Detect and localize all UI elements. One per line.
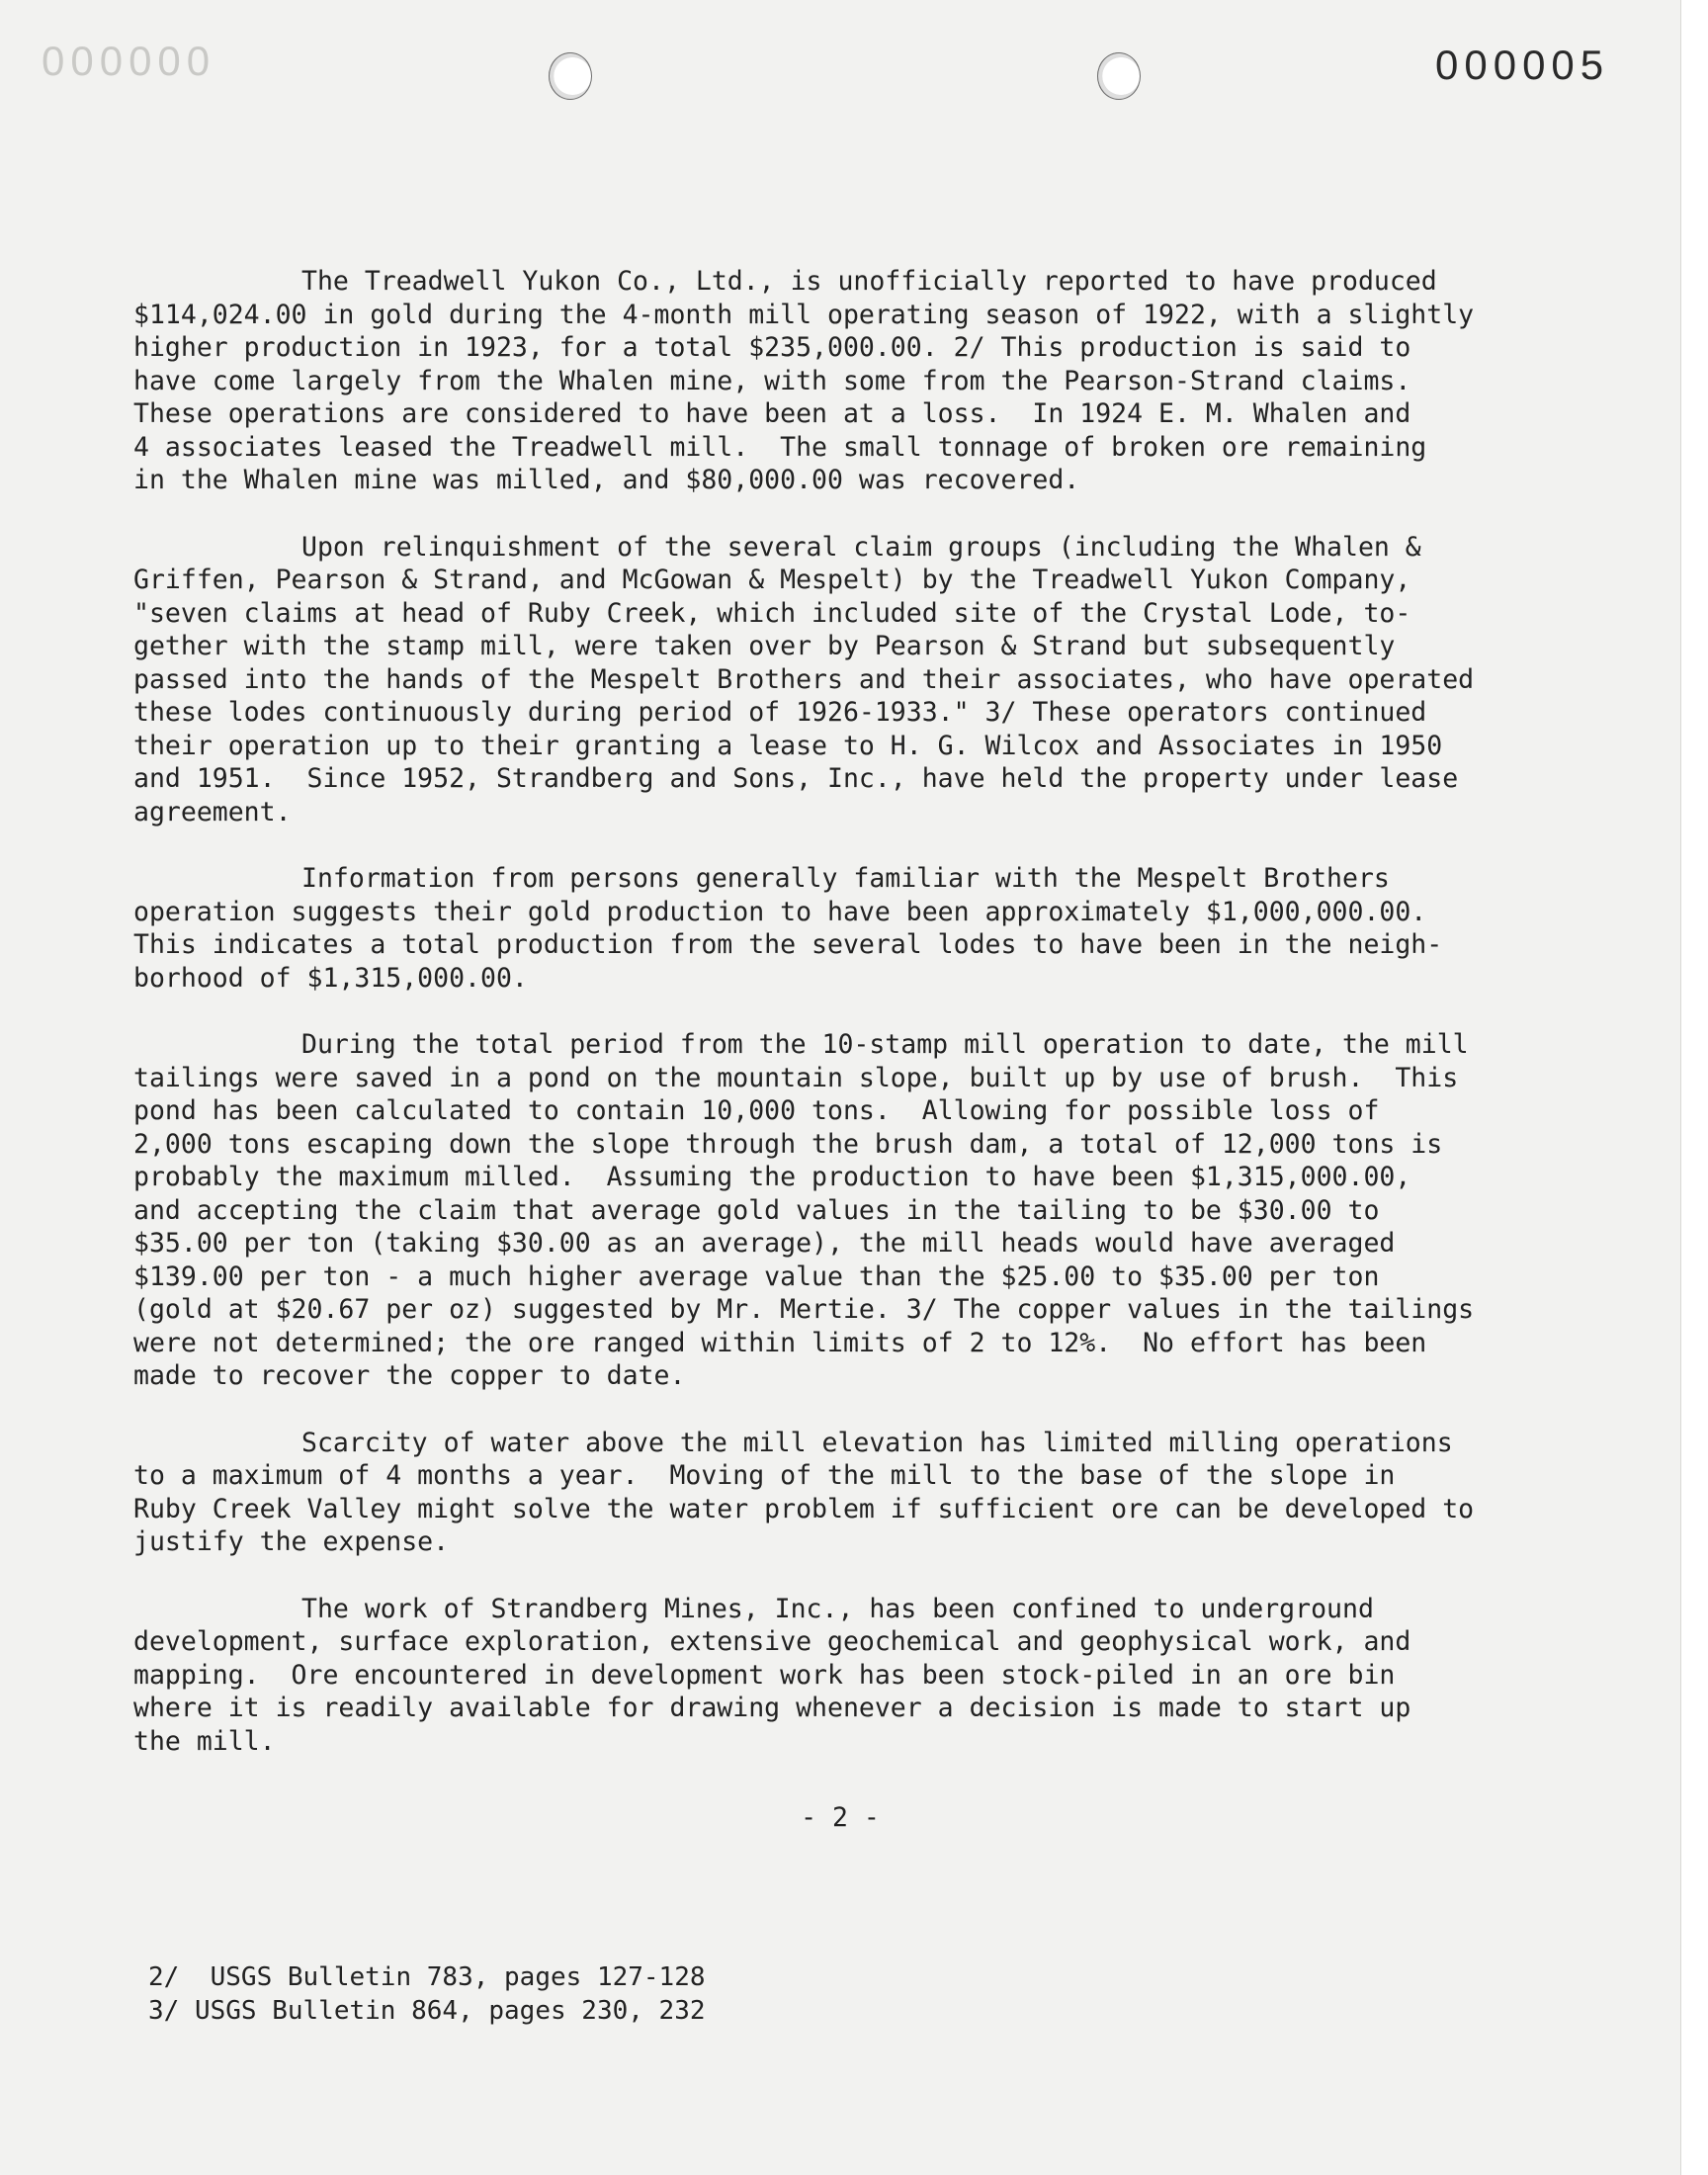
text-line: Scarcity of water above the mill elevation has limited milling operations	[301, 1427, 1453, 1458]
footnote-3: 3/ USGS Bulletin 864, pages 230, 232	[148, 1996, 706, 2026]
text-line: have come largely from the Whalen mine, with some from the Pearson-Strand claims.	[133, 365, 1411, 396]
text-line: 4 associates leased the Treadwell mill. The small tonnage of broken ore remaining	[133, 431, 1427, 463]
text-line: This indicates a total production from the several lodes to have been in the neigh-	[133, 929, 1443, 960]
punch-hole-left	[549, 52, 592, 100]
paragraph-4	[133, 1028, 1577, 1393]
text-line: The work of Strandberg Mines, Inc., has been confined to underground	[301, 1593, 1374, 1624]
paragraph-3	[133, 862, 1577, 995]
footnotes	[148, 1960, 706, 2028]
text-line: pond has been calculated to contain 10,000 tons. Allowing for possible loss of	[133, 1095, 1380, 1126]
text-line: (gold at $20.67 per oz) suggested by Mr. Mertie. 3/ The copper values in the tailings	[133, 1294, 1475, 1325]
text-line: 2,000 tons escaping down the slope through the brush dam, a total of 12,000 tons is	[133, 1128, 1443, 1160]
text-line: gether with the stamp mill, were taken over by Pearson & Strand but subsequently	[133, 631, 1396, 661]
paragraph-2	[133, 531, 1577, 829]
text-line: These operations are considered to have been at a loss. In 1924 E. M. Whalen and	[133, 398, 1411, 429]
text-line: Ruby Creek Valley might solve the water problem if sufficient ore can be developed to	[133, 1493, 1475, 1524]
text-line: development, surface exploration, extensive geochemical and geophysical work, and	[133, 1626, 1411, 1657]
text-line: borhood of $1,315,000.00.	[133, 962, 528, 994]
text-line: these lodes continuously during period of 1926-1933." 3/ These operators continued	[133, 697, 1427, 728]
footnote-2: 2/ USGS Bulletin 783, pages 127-128	[148, 1962, 706, 1992]
text-line: mapping. Ore encountered in development work has been stock-piled in an ore bin	[133, 1659, 1396, 1691]
text-line: to a maximum of 4 months a year. Moving of the mill to the base of the slope in	[133, 1460, 1396, 1491]
text-line: tailings were saved in a pond on the mountain slope, built up by use of brush. This	[133, 1062, 1459, 1093]
text-line: higher production in 1923, for a total $235,000.00. 2/ This production is said to	[133, 332, 1411, 363]
text-line: and 1951. Since 1952, Strandberg and Sons, Inc., have held the property under lease	[133, 763, 1459, 794]
text-line: and accepting the claim that average gold values in the tailing to be $30.00 to	[133, 1194, 1380, 1226]
text-line: During the total period from the 10-stamp mill operation to date, the mill	[301, 1029, 1469, 1060]
text-line: passed into the hands of the Mespelt Brothers and their associates, who have operated	[133, 663, 1475, 695]
text-line: their operation up to their granting a lease to H. G. Wilcox and Associates in 1950	[133, 730, 1443, 761]
body-text	[133, 265, 1577, 1791]
paragraph-6	[133, 1593, 1577, 1759]
faint-bleedthrough-number: 000000	[42, 38, 216, 84]
text-line: "seven claims at head of Ruby Creek, which included site of the Crystal Lode, to-	[133, 597, 1411, 629]
text-line: made to recover the copper to date.	[133, 1360, 686, 1391]
text-line: $35.00 per ton (taking $30.00 as an average), the mill heads would have averaged	[133, 1228, 1396, 1259]
text-line: operation suggests their gold production to have been approximately $1,000,000.00.	[133, 896, 1427, 927]
paragraph-5	[133, 1427, 1577, 1559]
page-stamp-number: 000005	[1435, 42, 1610, 88]
text-line: Griffen, Pearson & Strand, and McGowan & Mespelt) by the Treadwell Yukon Company,	[133, 565, 1411, 595]
page-label: - 2 -	[801, 1802, 880, 1833]
text-line: probably the maximum milled. Assuming the production to have been $1,315,000.00,	[133, 1162, 1411, 1192]
text-line: Information from persons generally familiar with the Mespelt Brothers	[301, 863, 1390, 894]
punch-hole-right	[1097, 52, 1141, 100]
text-line: The Treadwell Yukon Co., Ltd., is unofficially reported to have produced	[301, 266, 1437, 297]
text-line: Upon relinquishment of the several claim groups (including the Whalen &	[301, 531, 1421, 563]
text-line: $114,024.00 in gold during the 4-month mill operating season of 1922, with a slightly	[133, 299, 1475, 330]
text-line: were not determined; the ore ranged within limits of 2 to 12%. No effort has been	[133, 1327, 1427, 1358]
text-line: in the Whalen mine was milled, and $80,000.00 was recovered.	[133, 465, 1080, 495]
paragraph-1	[133, 265, 1577, 497]
text-line: justify the expense.	[133, 1526, 450, 1557]
text-line: agreement.	[133, 796, 292, 827]
text-line: $139.00 per ton - a much higher average value than the $25.00 to $35.00 per ton	[133, 1261, 1380, 1292]
text-line: the mill.	[133, 1725, 276, 1757]
text-line: where it is readily available for drawing whenever a decision is made to start up	[133, 1693, 1411, 1723]
